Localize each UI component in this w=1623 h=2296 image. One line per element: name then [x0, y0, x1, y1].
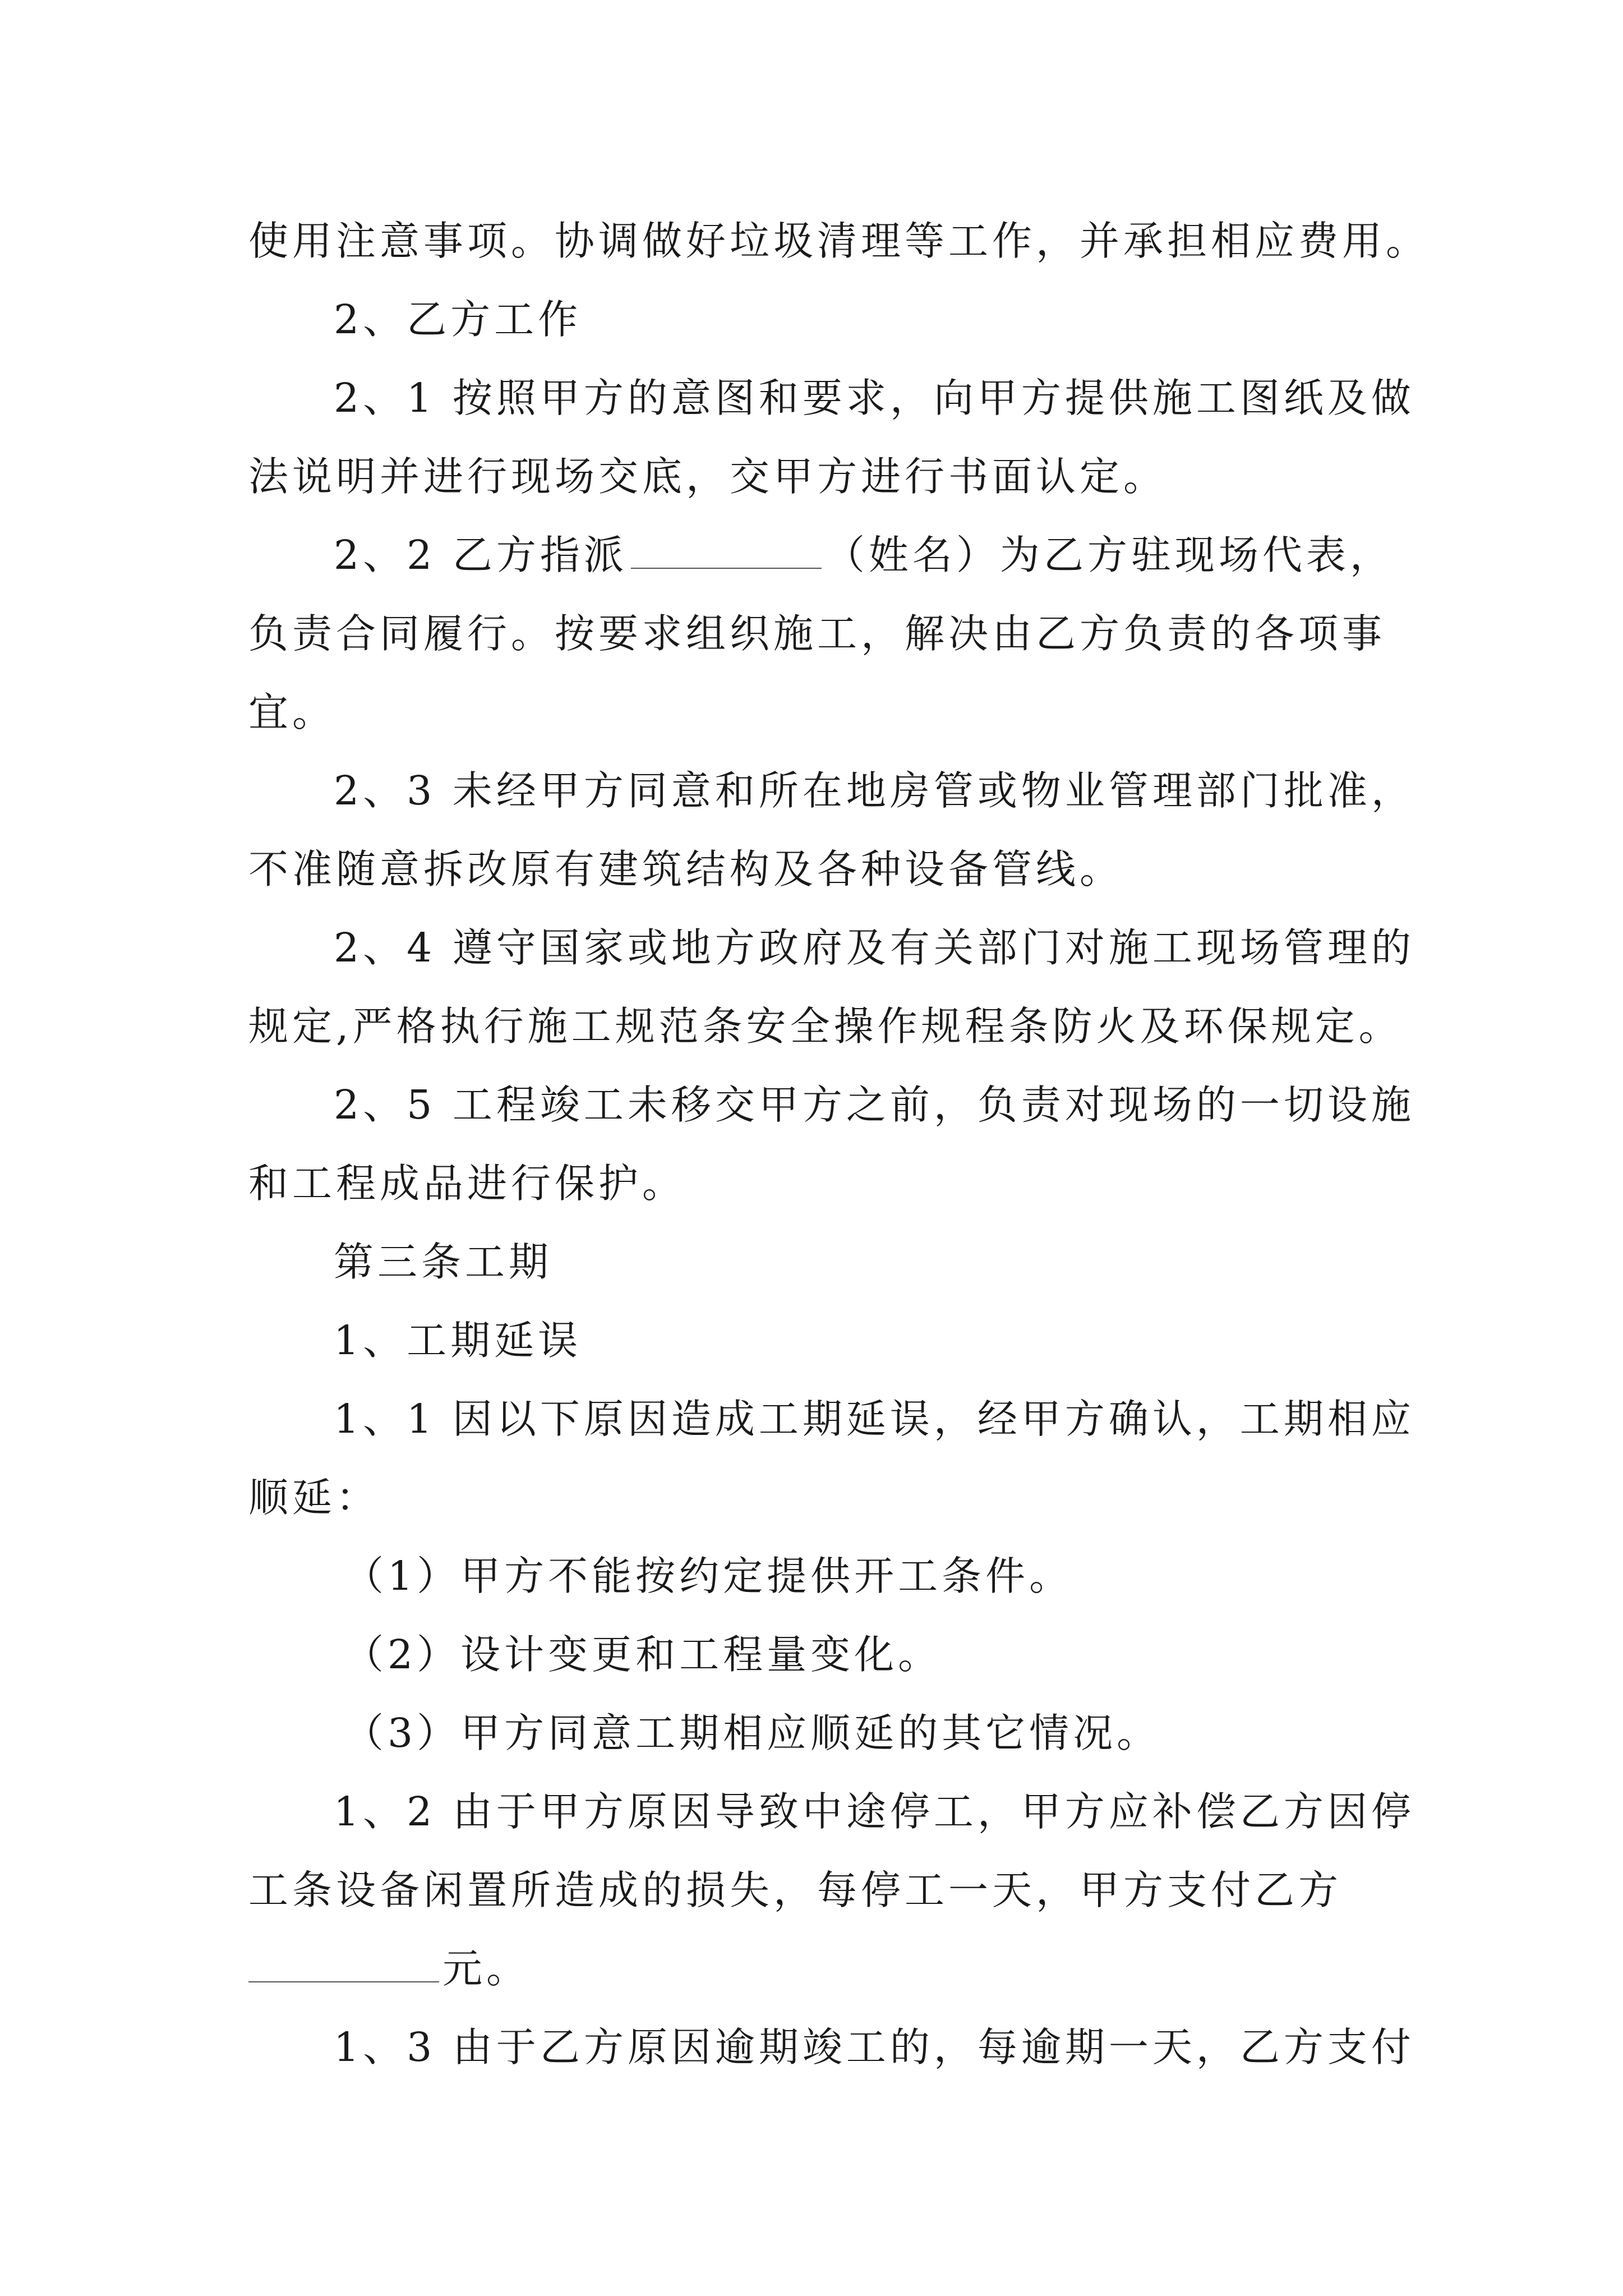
text: 1、3 由于乙方原因逾期竣工的，每逾期一天，乙方支付 — [334, 2024, 1415, 2070]
section-heading — [334, 292, 582, 348]
text: 规定,严格执行施工规范条安全操作规程条防火及环保规定。 — [248, 1003, 1403, 1050]
text: （姓名）为乙方驻现场代表， — [824, 532, 1394, 578]
text: 1、工期延误 — [334, 1317, 582, 1364]
blank-amount-field[interactable] — [248, 1948, 439, 1982]
section-heading — [334, 1313, 582, 1369]
paragraph-line — [334, 1784, 1415, 1840]
text: 2、乙方工作 — [334, 296, 582, 343]
text: 1、2 由于甲方原因导致中途停工，甲方应补偿乙方因停 — [334, 1788, 1415, 1835]
list-item — [344, 1548, 1073, 1604]
blank-name-field[interactable] — [631, 534, 822, 569]
paragraph-line — [248, 684, 336, 740]
paragraph-line — [248, 1470, 380, 1526]
paragraph-line — [334, 1391, 1415, 1447]
text: 工条设备闲置所造成的损失，每停工一天，甲方支付乙方 — [248, 1867, 1343, 1913]
paragraph-line — [334, 763, 1415, 819]
paragraph-line — [248, 213, 1430, 269]
paragraph-line — [248, 1156, 686, 1212]
list-item — [344, 1627, 942, 1683]
text: 和工程成品进行保护。 — [248, 1160, 686, 1207]
paragraph-line — [334, 920, 1415, 976]
text: 负责合同履行。按要求组织施工，解决由乙方负责的各项事 — [248, 610, 1386, 657]
paragraph-line — [334, 527, 1394, 583]
list-item — [344, 1705, 1160, 1761]
text: （2）设计变更和工程量变化。 — [344, 1631, 942, 1678]
article-heading — [334, 1234, 552, 1290]
paragraph-line — [334, 370, 1415, 426]
text: 2、5 工程竣工未移交甲方之前，负责对现场的一切设施 — [334, 1082, 1415, 1128]
paragraph-line — [248, 841, 1123, 898]
paragraph-line — [248, 1941, 530, 1997]
text: 不准随意拆改原有建筑结构及各种设备管线。 — [248, 846, 1124, 892]
text: 宜。 — [248, 689, 336, 735]
text: 法说明并进行现场交底，交甲方进行书面认定。 — [248, 453, 1168, 500]
text: 1、1 因以下原因造成工期延误，经甲方确认，工期相应 — [334, 1396, 1415, 1442]
text: 第三条工期 — [334, 1239, 553, 1285]
text: （1）甲方不能按约定提供开工条件。 — [344, 1553, 1073, 1599]
text: 2、3 未经甲方同意和所在地房管或物业管理部门批准， — [334, 767, 1415, 814]
paragraph-line — [248, 606, 1386, 662]
paragraph-line — [248, 1862, 1342, 1918]
text: 2、4 遵守国家或地方政府及有关部门对施工现场管理的 — [334, 924, 1415, 971]
paragraph-line — [248, 999, 1403, 1055]
text: 2、1 按照甲方的意图和要求，向甲方提供施工图纸及做 — [334, 375, 1415, 421]
paragraph-line — [334, 1077, 1415, 1133]
text: 顺延： — [248, 1474, 380, 1521]
text: 使用注意事项。协调做好垃圾清理等工作，并承担相应费用。 — [248, 218, 1430, 264]
paragraph-line — [248, 449, 1167, 505]
text: 2、2 乙方指派 — [334, 532, 628, 578]
paragraph-line — [334, 2019, 1415, 2076]
text: （3）甲方同意工期相应顺延的其它情况。 — [344, 1710, 1161, 1756]
text: 元。 — [442, 1945, 531, 1992]
